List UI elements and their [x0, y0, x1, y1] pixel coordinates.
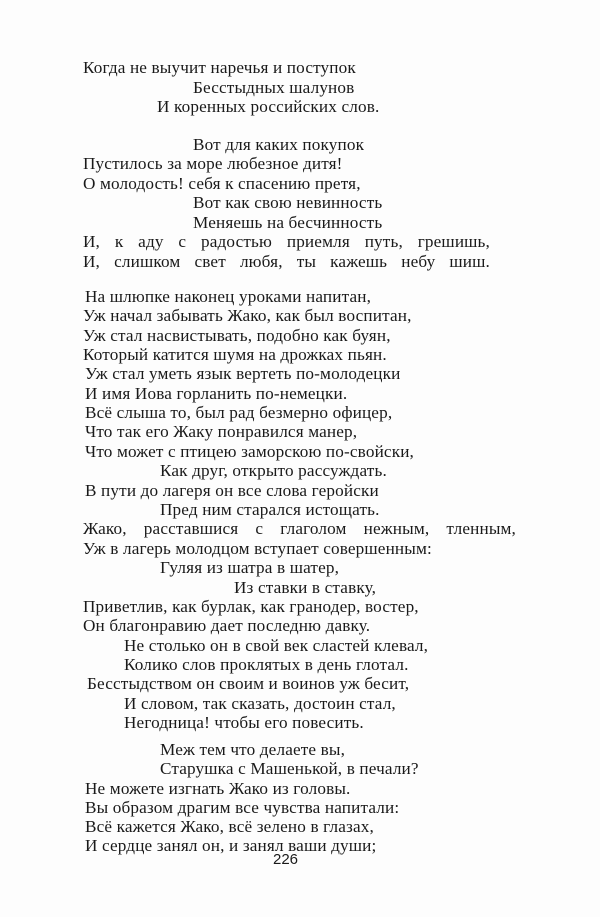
verse-line: И, слишком свет любя, ты кажешь небу шиш. — [83, 252, 490, 271]
verse-line: И имя Иова горланить по-немецки. — [85, 384, 348, 403]
verse-line: Бесстыдных шалунов — [193, 78, 355, 97]
verse-line: Старушка с Машенькой, в печали? — [160, 759, 419, 778]
verse-line: Всё кажется Жако, всё зелено в глазах, — [85, 817, 374, 836]
verse-line: Вы образом драгим все чувства напитали: — [85, 798, 400, 817]
verse-line: И сердце занял он, и занял ваши души; — [85, 836, 377, 855]
verse-line: И словом, так сказать, достоин стал, — [124, 694, 396, 713]
verse-line: Он благонравию дает последню давку. — [83, 616, 371, 635]
verse-line: Что может с птицею заморскою по-свойски, — [85, 442, 414, 461]
verse-line: Уж в лагерь молодцом вступает совершенным: — [83, 539, 432, 558]
verse-line: Бесстыдством он своим и воинов уж бесит, — [87, 674, 410, 693]
verse-line: На шлюпке наконец уроками напитан, — [85, 287, 372, 306]
verse-line: Негодница! чтобы его повесить. — [124, 713, 364, 732]
verse-line: Пустилось за море любезное дитя! — [83, 154, 343, 173]
verse-line: Когда не выучит наречья и поступок — [83, 58, 356, 77]
verse-line: Из ставки в ставку, — [234, 578, 377, 597]
verse-line: Как друг, открыто рассуждать. — [160, 461, 387, 480]
verse-line: Не можете изгнать Жако из головы. — [85, 779, 351, 798]
verse-line: Всё слыша то, был рад безмерно офицер, — [85, 403, 393, 422]
verse-line: В пути до лагеря он все слова геройски — [85, 481, 379, 500]
verse-line: Пред ним старался истощать. — [160, 500, 380, 519]
verse-line: Колико слов проклятых в день глотал. — [124, 655, 409, 674]
verse-line: Вот для каких покупок — [193, 135, 365, 154]
verse-line: И коренных российских слов. — [157, 97, 380, 116]
verse-line: Меняешь на бесчинность — [193, 213, 383, 232]
verse-line: Гуляя из шатра в шатер, — [160, 558, 340, 577]
verse-line: И, к аду с радостью приемля путь, грешишь, — [83, 232, 490, 251]
verse-line: Уж начал забывать Жако, как был воспитан, — [83, 306, 412, 325]
verse-line: О молодость! себя к спасению претя, — [83, 174, 361, 193]
verse-line: Жако, расставшися с глаголом нежным, тленным, — [83, 519, 516, 538]
verse-line: Не столько он в свой век сластей клевал, — [124, 636, 429, 655]
verse-line: Уж стал насвистывать, подобно как буян, — [83, 326, 391, 345]
verse-line: Меж тем что делаете вы, — [160, 740, 346, 759]
verse-line: Уж стал уметь язык вертеть по-молодецки — [85, 364, 401, 383]
page-number: 226 — [273, 851, 299, 868]
verse-line: Что так его Жаку понравился манер, — [85, 422, 358, 441]
verse-line: Вот как свою невинность — [193, 193, 383, 212]
verse-line: Приветлив, как бурлак, как гранодер, востер, — [83, 597, 419, 616]
verse-line: Который катится шумя на дрожках пьян. — [83, 345, 387, 364]
